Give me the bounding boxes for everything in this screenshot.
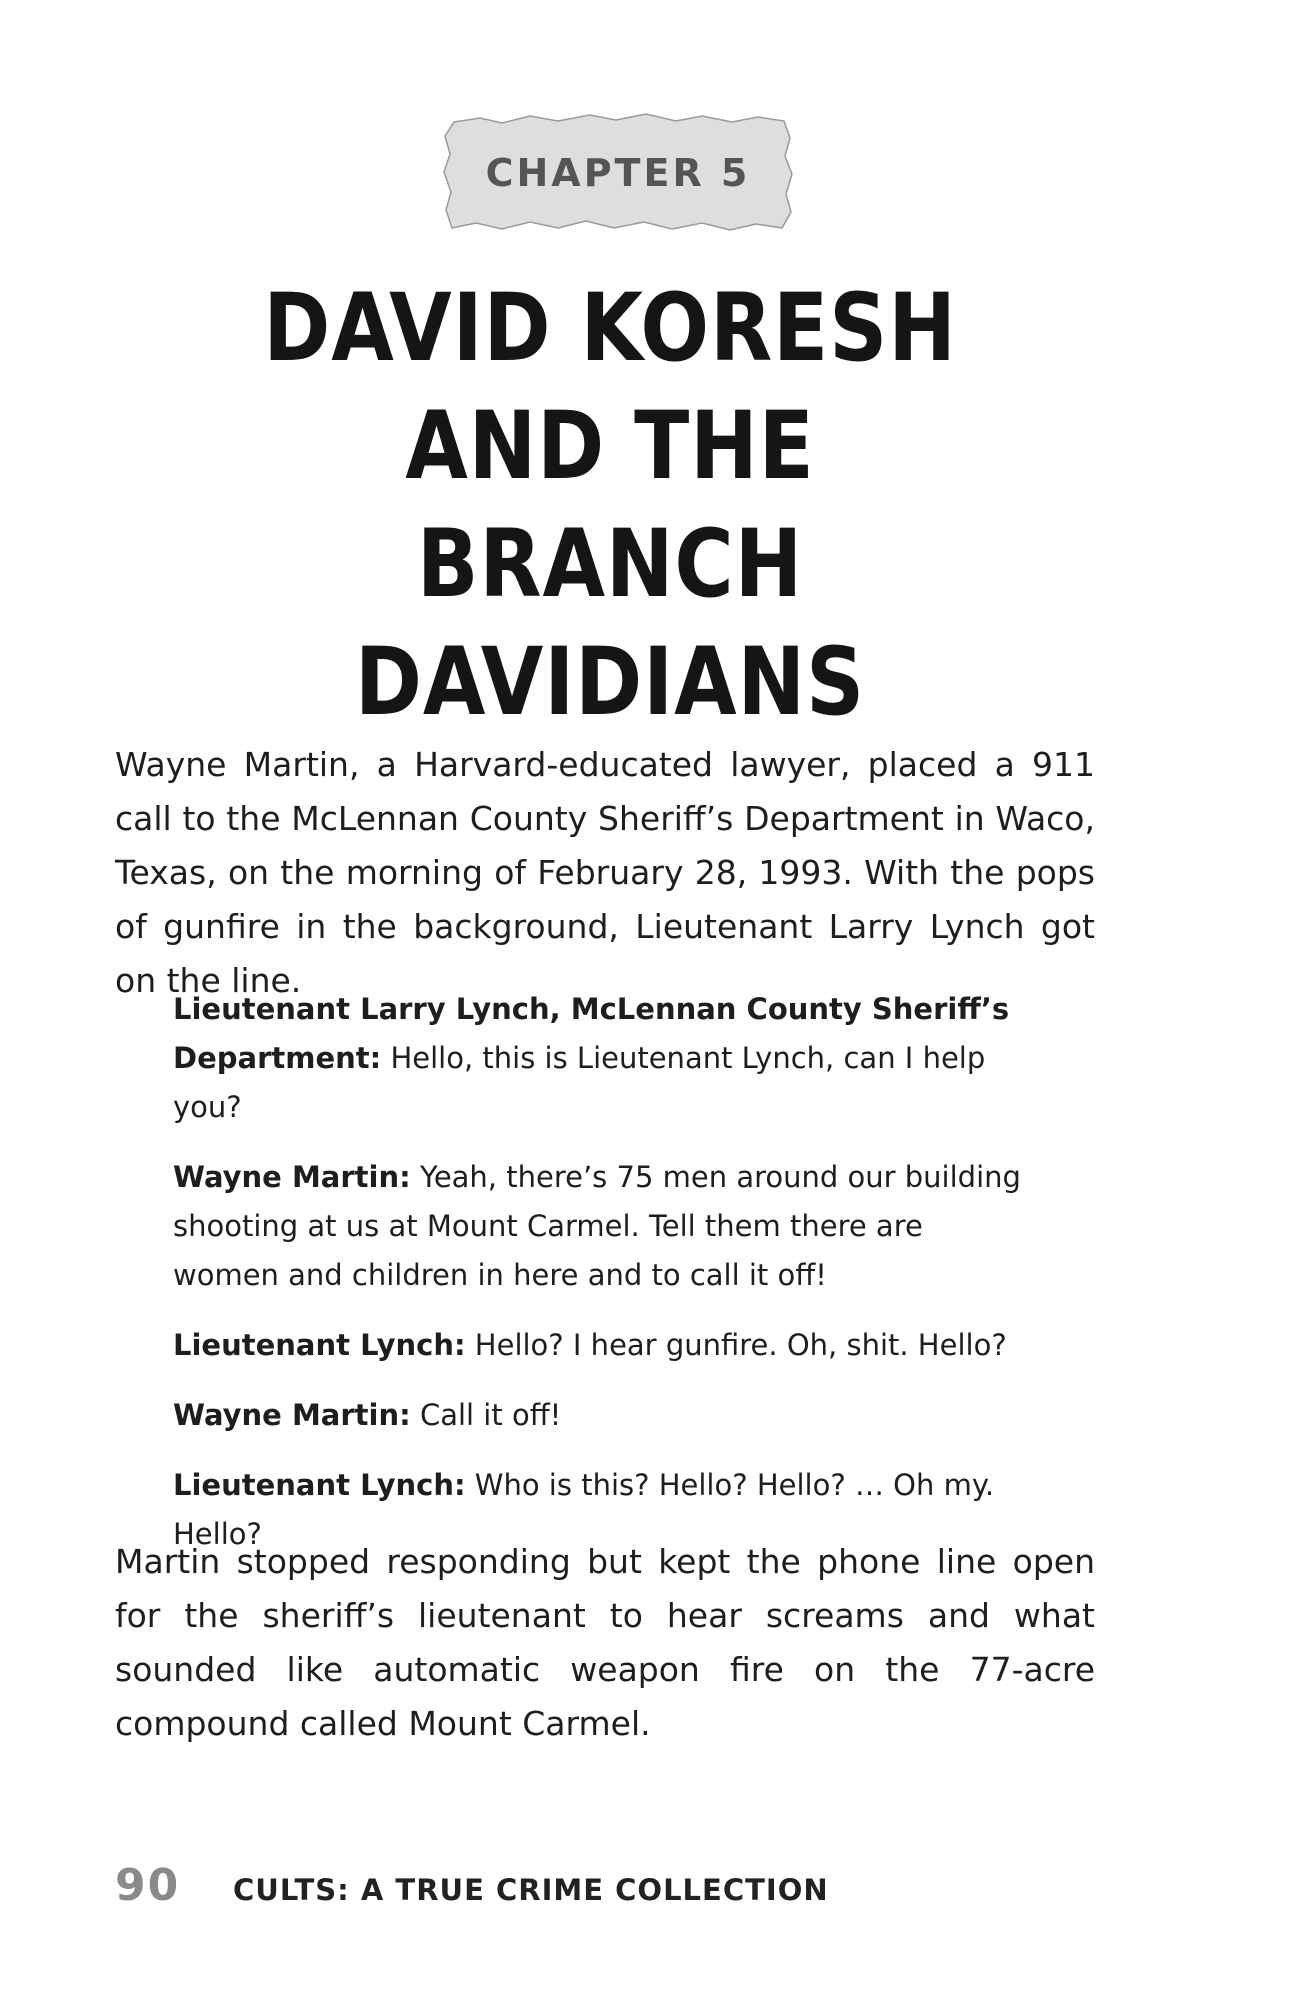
chapter-title bbox=[214, 270, 1005, 742]
speaker-name: Wayne Martin: bbox=[173, 1160, 411, 1194]
transcript-line bbox=[173, 1391, 1033, 1440]
chapter-badge bbox=[440, 112, 796, 234]
speech-text: Hello, this is Lieutenant Lynch, can I help you? bbox=[173, 1041, 986, 1124]
transcript-line bbox=[173, 985, 1033, 1132]
speech-text: Who is this? Hello? Hello? … Oh my. Hello? bbox=[173, 1468, 995, 1551]
speaker-name: Lieutenant Lynch: bbox=[173, 1328, 466, 1362]
title-line-1: DAVID KORESH bbox=[263, 274, 957, 383]
running-title: CULTS: A TRUE CRIME COLLECTION bbox=[233, 1873, 829, 1907]
speaker-name: Lieutenant Lynch: bbox=[173, 1468, 466, 1502]
speaker-name: Lieutenant Larry Lynch, McLennan County Sheriff’s Department: bbox=[173, 992, 1010, 1075]
chapter-label: CHAPTER 5 bbox=[485, 151, 751, 195]
page-number: 90 bbox=[115, 1860, 181, 1911]
outro-paragraph: Martin stopped responding but kept the phone line open for the sheriff’s lieutenant to hear screams and what sounded like automatic weapon fire on the 77-acre compound called Mount Carmel. bbox=[115, 1542, 1095, 1743]
intro-paragraph: Wayne Martin, a Harvard-educated lawyer, placed a 911 call to the McLennan County Sheriff’s Department in Waco, Texas, on the morning of February 28, 1993. With the pops of gunfire in the background, Lieutenant Larry Lynch got on the line. bbox=[115, 745, 1095, 1000]
speaker-name: Wayne Martin: bbox=[173, 1398, 411, 1432]
call-transcript bbox=[173, 985, 1033, 1580]
transcript-line bbox=[173, 1153, 1033, 1300]
speech-text: Yeah, there’s 75 men around our building shooting at us at Mount Carmel. Tell them there are women and children in here and to call it off! bbox=[173, 1160, 1021, 1292]
speech-text: Call it off! bbox=[419, 1398, 562, 1432]
page-footer bbox=[115, 1858, 1015, 1914]
speech-text: Hello? I hear gunfire. Oh, shit. Hello? bbox=[474, 1328, 1007, 1362]
transcript-line bbox=[173, 1321, 1033, 1370]
title-line-3: DAVIDIANS bbox=[354, 628, 866, 737]
title-line-2: AND THE BRANCH bbox=[405, 392, 815, 619]
